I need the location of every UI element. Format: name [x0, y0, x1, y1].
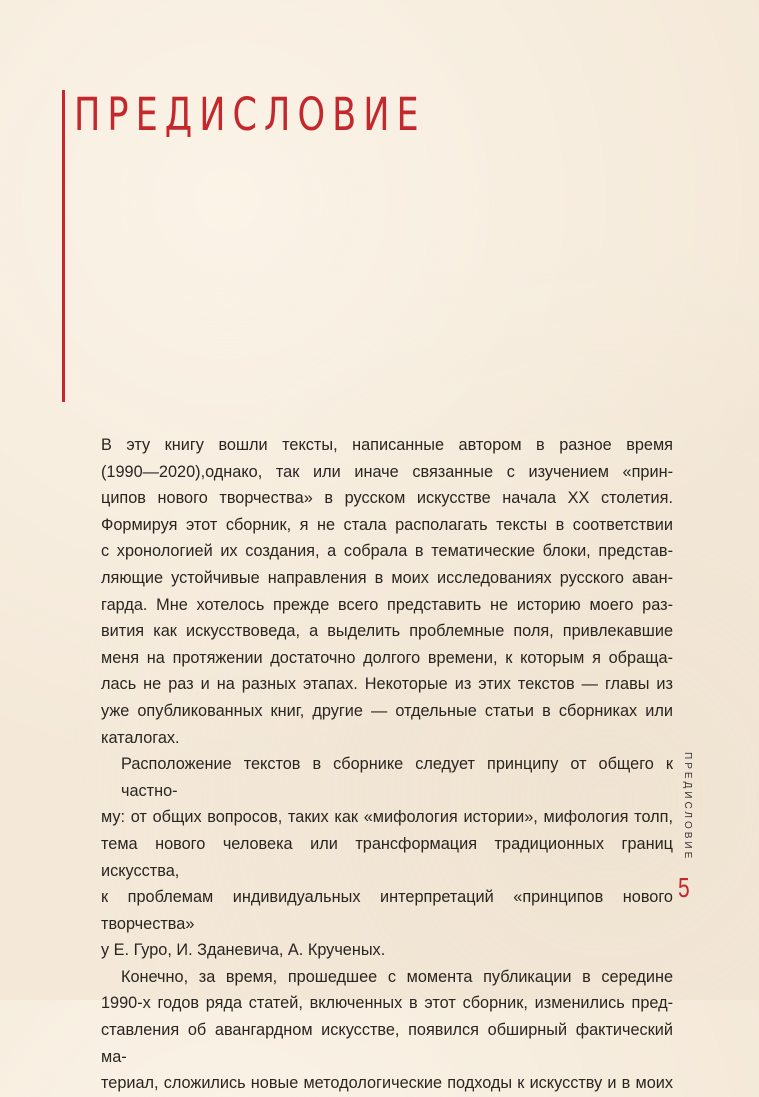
text-line: Конечно, за время, прошедшее с момента публикации в середине — [121, 967, 673, 986]
running-head: ПРЕДИСЛОВИЕ — [682, 752, 693, 862]
text-line: к проблемам индивидуальных интерпретаций «принципов нового творчества» — [101, 888, 673, 933]
text-line: териал, сложились новые методологические подходы к искусству и в моих — [101, 1074, 673, 1093]
text-line: с хронологией их создания, а собрала в тематические блоки, представ- — [101, 542, 673, 561]
body-text — [101, 432, 673, 1097]
text-line: у Е. Гуро, И. Зданевича, А. Крученых. — [101, 941, 386, 960]
text-line: ципов нового творчества» в русском искусстве начала XX столетия. — [101, 489, 673, 508]
chapter-title: ПРЕДИСЛОВИЕ — [74, 88, 426, 141]
text-line: каталогах. — [101, 728, 180, 747]
text-line: ставления об авангардном искусстве, появился обширный фактический ма- — [101, 1021, 673, 1066]
text-line: Расположение текстов в сборнике следует принципу от общего к частно- — [121, 755, 673, 800]
text-line: 1990-х годов ряда статей, включенных в этот сборник, изменились пред- — [101, 994, 673, 1013]
text-line: (1990—2020),однако, так или иначе связанные с изучением «прин- — [101, 462, 673, 481]
title-rule — [62, 90, 65, 402]
text-line: ляющие устойчивые направления в моих исследованиях русского аван- — [101, 568, 673, 587]
text-line: тема нового человека или трансформация традиционных границ искусства, — [101, 834, 673, 880]
text-line: му: от общих вопросов, таких как «мифология истории», мифология толп, — [101, 808, 673, 827]
text-line: лась не раз и на разных этапах. Некоторые из этих текстов — главы из — [101, 675, 673, 694]
text-line: меня на протяжении достаточно долгого времени, к которым я обраща- — [101, 648, 673, 667]
text-line: вития как искусствоведа, а выделить проблемные поля, привлекавшие — [101, 622, 673, 641]
text-line: В эту книгу вошли тексты, написанные автором в разное время — [101, 436, 673, 454]
text-line: Формируя этот сборник, я не стала располагать тексты в соответствии — [101, 515, 673, 534]
text-line: гарда. Мне хотелось прежде всего представить не историю моего раз- — [101, 595, 673, 614]
page-number: 5 — [678, 872, 690, 903]
text-line: уже опубликованных книг, другие — отдельные статьи в сборниках или — [101, 701, 673, 720]
